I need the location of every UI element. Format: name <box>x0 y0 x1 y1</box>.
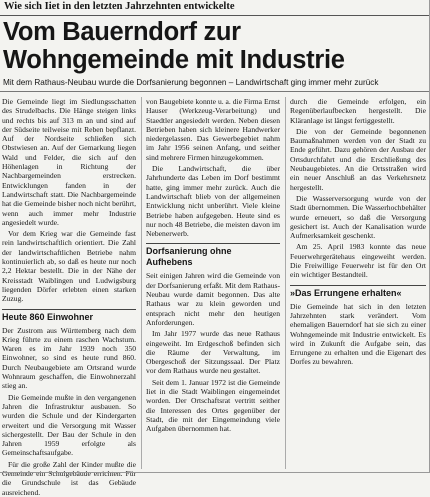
section-heading-einwohner: Heute 860 Einwohner <box>2 309 136 323</box>
article-column-1 <box>2 97 136 497</box>
paragraph: Die Gemeinde mußte in den vergangenen Jahren die Infrastruktur ausbauen. So wurden die Schule und der Kindergarten erweitert und die Versorgung mit Wasser sichergestellt. Der Bau der Schule in den Jahren 1959 erfolgte als Gemeinschaftsaufgabe. <box>2 392 136 458</box>
paragraph: Im Jahr 1977 wurde das neue Rathaus eingeweiht. Im Erdgeschoß befinden sich die Räume der Verwaltung, im Obergeschoß der Sitzungssaal. Der Platz vor dem Rathaus wurde neu gestaltet. <box>146 329 280 376</box>
paragraph: Vor dem Krieg war die Gemeinde fast rein landwirtschaftlich orientiert. Die Zahl der landwirtschaftlichen Betriebe nahm kontinuierlich ab, so daß es heute nur noch 2,2 Hektar bestellt. Die in der Nähe der Kreisstadt Waiblingen und Ludwigsburg liegenden Dörfer erlebten einen starken Zuzug. <box>2 229 136 304</box>
paragraph: Der Zustrom aus Württemberg nach dem Krieg führte zu einem raschen Wachstum. Waren es im Jahr 1939 noch 350 Einwohner, so sind es heute rund 860. Durch Neubaugebiete am Ortsrand wurde Wohnraum geschaffen, die Einwohnerzahl stieg an. <box>2 325 136 391</box>
headline <box>3 18 427 74</box>
paragraph: von Baugebiete konnte u. a. die Firma Ernst Hauser (Werkzeug-Verarbeitung) und Staedtler angesiedelt werden. Neben diesen Betrieben haben sich kleinere Handwerker niedergelassen. Das Gewerbegebiet nahm im Jahr 1956 seinen Anfang, und seither sind mehrere Firmen hinzugekommen. <box>146 97 280 162</box>
paragraph: Seit einigen Jahren wird die Gemeinde von der Dorfsanierung erfaßt. Mit dem Rathaus-Neubau wurde damit begonnen. Das alte Rathaus war zu klein geworden und entsprach nicht mehr den heutigen Anforderungen. <box>146 271 280 327</box>
paragraph: Die von der Gemeinde begonnenen Baumaßnahmen werden von der Stadt zu Ende geführt. Dazu gehören der Ausbau der Ortsdurchfahrt und die Erschließung des Neubaugebietes. An die Ortsstraßen wird ein neuer Anschluß an das Verkehrsnetz hergestellt. <box>290 126 426 192</box>
paragraph: durch die Gemeinde erfolgen, ein Regenüberlaufbecken hergestellt. Die Kläranlage ist längst fertiggestellt. <box>290 97 426 125</box>
paragraph: Am 25. April 1983 konnte das neue Feuerwehrgerätehaus eingeweiht werden. Die Freiwillige Feuerwehr ist für den Ort ein wichtiger Bestandteil. <box>290 242 426 280</box>
column-divider-1 <box>141 97 142 469</box>
column-divider-2 <box>285 97 286 469</box>
paragraph: Für die große Zahl der Kinder mußte die Gemeinde ein Schulgebäude errichten. Für die Grundschule ist das Gebäude ausreichend. <box>2 459 136 497</box>
subhead-rule <box>0 91 430 92</box>
subheadline: Mit dem Rathaus-Neubau wurde die Dorfsanierung begonnen – Landwirtschaft ging immer mehr zurück <box>3 78 379 87</box>
paragraph: Die Wasserversorgung wurde von der Stadt übernommen. Die Wasserhochbehälter wurde erneuert, so daß die Versorgung gesichert ist. Auch der Kanalisation wurde Aufmerksamkeit geschenkt. <box>290 193 426 241</box>
section-heading-dorfsanierung: Dorfsanierung ohne Aufhebens <box>146 243 280 268</box>
top-rule <box>0 15 430 16</box>
headline-line-2: Wohngemeinde mit Industrie <box>3 46 345 74</box>
paragraph: Die Gemeinde hat sich in den letzten Jahrzehnten stark verändert. Vom ehemaligen Bauerndorf hat sie sich zu einer Wohngemeinde mit Industrie entwickelt. Es wird in Zukunft die Aufgabe sein, das Errungene zu erhalten und die Eigenart des Dorfes zu bewahren. <box>290 301 426 367</box>
paragraph: Die Landwirtschaft, die über Jahrhunderte das Leben im Dorf bestimmt hatte, ging immer mehr zurück. Auch die Landwirtschaft blieb von der allgemeinen Entwicklung nicht unberührt. Viele kleine Betriebe haben aufgegeben. Heute sind es nur noch 48 Betriebe, die meisten davon im Nebenerwerb. <box>146 164 280 239</box>
paragraph: Seit dem 1. Januar 1972 ist die Gemeinde Iiet in die Stadt Waiblingen eingemeindet worden. Der Ortschaftsrat vertritt seither die Interessen des Ortes gegenüber der Stadt, die mit der Eingemeindung viele Aufgaben übernommen hat. <box>146 377 280 434</box>
paragraph: Die Gemeinde liegt im Siedlungsschatten des Strudelbachs. Die Hänge steigen links und rechts bis auf 313 m an und sind auf der Südseite teilweise mit Reben bepflanzt. Auf der Nordseite schließen sich Obstwiesen an. Auf der Gemarkung liegen Wald und Felder, die sich auf den Höhenlagen in Richtung der Nachbargemeinden erstrecken. Entwicklungen fanden in der Landwirtschaft statt. Die Nachbargemeinde hat die Gemeinde bisher noch nicht berührt, wenn auch immer mehr Industrie angesiedelt wurde. <box>2 97 136 227</box>
article-column-3 <box>290 97 426 471</box>
section-heading-errungene: »Das Errungene erhalten« <box>290 285 426 299</box>
article-column-2 <box>146 97 280 471</box>
headline-line-1: Vom Bauerndorf zur <box>3 18 241 46</box>
kicker-line: Wie sich Iiet in den letzten Jahrzehnten entwickelte <box>4 1 235 12</box>
